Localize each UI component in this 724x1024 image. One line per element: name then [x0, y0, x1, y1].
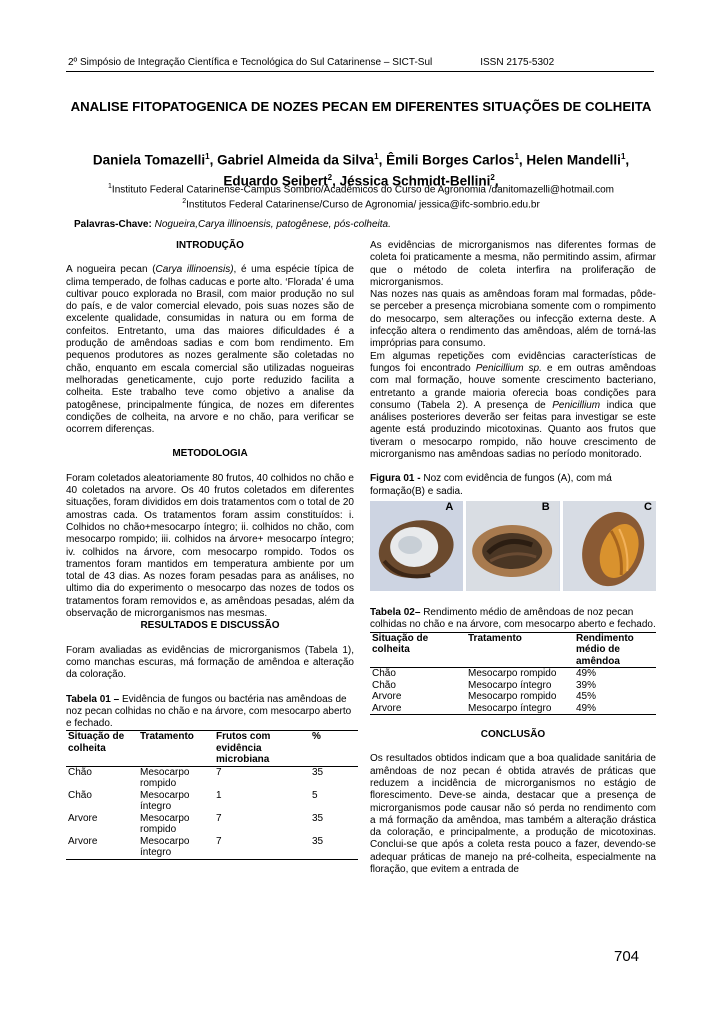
table-row: Arvore Mesocarpo rompido 45% [372, 691, 597, 703]
running-header [68, 57, 654, 68]
affiliations: $^1$Instituto Federal Catarinense-Campus Sombrio/Acadêmicos do Curso de Agronomia /danitomazelli@hotmail.com $^2$Institutos Federal Catarinense/Curso de Agronomia/ jessica@ifc-sombrio.edu.br [108, 183, 614, 211]
header-divider [66, 71, 654, 72]
healthy-nut-image [563, 501, 656, 591]
table-header: Situação de colheita [372, 632, 429, 656]
table-header: Tratamento [140, 731, 194, 743]
section-heading-methods: METODOLOGIA [172, 448, 248, 460]
author: Eduardo Seibert [223, 173, 328, 188]
author: Gabriel Almeida da Silva [217, 152, 375, 168]
nut-with-fungus-image [370, 501, 463, 591]
affiliation-1: Instituto Federal Catarinense-Campus Sombrio/Acadêmicos do Curso de Agronomia /danitomazelli@hotmail.com [111, 184, 614, 196]
table-row: Arvore Mesocarpo íntegro 49% [370, 703, 656, 715]
paper-title: ANALISE FITOPATOGENICA DE NOZES PECAN EM DIFERENTES SITUAÇÕES DE COLHEITA [70, 99, 652, 114]
discussion-paragraph: As evidências de microrganismos nas diferentes formas de coleta foi praticamente a mesma, não permitindo assim, afirmar que o método de coleta interfira na proliferação de microrganismos. [370, 240, 656, 288]
author-list: Daniela Tomazelli$^1$, Gabriel Almeida da Silva$^1$, Êmili Borges Carlos$^1$, Helen Mandelli$^1$, Eduardo Seibert$^2$, Jéssica Schmidt-Bellini$^2$, [92, 152, 630, 188]
table-header: Tratamento [468, 632, 522, 644]
nut-photo-b [466, 501, 559, 591]
figure-label-b: B [541, 500, 550, 513]
left-column [66, 240, 354, 860]
figure-1 [370, 501, 656, 591]
nut-photo-c [563, 501, 656, 591]
table-header: Situação de colheita [68, 731, 125, 754]
table-row: Chão Mesocarpo rompido 49% [372, 668, 597, 680]
table-row: Chão Mesocarpo íntegro 39% [372, 679, 597, 691]
section-heading-results: RESULTADOS E DISCUSSÃO [140, 620, 280, 632]
discussion-paragraph: Em algumas repetições com evidências características de fungos foi encontrado Penicillium sp. e em outras amêndoas com mal formação, houve somente crescimento bacteriano, entretanto a grande maioria oferecia boas condições para consumo (Tabela 2). A presença de Penicillium indica que análises posteriores deverão ser feitas para investigar se este agente está produzindo micotoxinas. Quanto aos frutos que tiveram o mesocarpo rompido, não houve crescimento de microrganismo nas amêndoas sadias no período monitorado. [370, 350, 657, 461]
table-row: Chão Mesocarpo íntegro 1 5 [68, 789, 318, 813]
event-name: 2º Simpósio de Integração Científica e Tecnológica do Sul Catarinense – SICT-Sul [68, 57, 433, 68]
table1-caption: Tabela 01 – Evidência de fungos ou bactéria nas amêndoas de noz pecan colhidas no chão e na árvore, com mesocarpo aberto e fechado. [66, 693, 352, 730]
author: Daniela Tomazelli [92, 152, 206, 168]
nut-photo-a [370, 501, 463, 591]
keywords-label: Palavras-Chave: [74, 219, 152, 230]
malformed-nut-image [466, 501, 559, 591]
methods-text: Foram coletados aleatoriamente 80 frutos, 40 colhidos no chão e 40 coletados na arvore. Os 40 frutos coletados em diferentes situações, foram divididos em dois tratamentos com o total de 20 amostras cada. Os tratamentos foram assim constituídos: i. Colhidos no chão+mesocarpo íntegro; ii. colhidos no chão, com mesocarpo rompido; iii. colhidos na árvore+ mesocarpo íntegro; iv. colhidos na árvore, com mesocarpo rompido. Todos os tramentos foram mantidos em temperatura ambiente por um total de 43 dias. As nozes foram pesadas para as análises, no ultimo dia do experimento o mesocarpo das nozes de todos os tratamentos foram removidos e, as amêndoas pesadas, além da observação de microrganismos nas mesmas. [66, 472, 354, 620]
table-header: % [312, 731, 321, 743]
keywords-value: Nogueira,Carya illinoensis, patogênese, pós-colheita. [154, 219, 391, 230]
figure1-caption: Figura 01 - Noz com evidência de fungos (A), com má formação(B) e sadia. [370, 473, 612, 497]
table-row: Chão Mesocarpo rompido 7 35 [68, 766, 324, 790]
author: Jéssica Schmidt-Bellini [339, 173, 491, 188]
introduction-text: A nogueira pecan (Carya illinoensis), é uma espécie típica de clima temperado, de folhas caducas e porte alto. ‘Florada’ é uma cultivar pouco explorada no Brasil, com maior produção no sul do país, e de valor comercial elevado, pois suas nozes são de excelente qualidade, consumidas in natura ou em forma de confeitos. Entretanto, uma das maiores dificuldades é a produção de amêndoas sadias e com bom rendimento. Em pequenos produtores as nozes geralmente são coletadas no chão, enquanto em escala comercial são utilizadas nogueiras melhoradas geneticamente, cujo porte reduzido facilita a colheita. Este trabalho teve como objetivo a analise da patogênese, principalmente fúngica, de nozes em diferentes condições de colheita, na arvore e no chão, para verificar se ocorrem diferenças. [66, 264, 354, 436]
issn: ISSN 2175-5302 [480, 57, 555, 68]
table-row: Arvore Mesocarpo íntegro 7 35 [66, 836, 358, 860]
table-header: Rendimento médio de amêndoa [576, 632, 634, 667]
table-2 [370, 632, 656, 716]
author: Êmili Borges Carlos [386, 152, 515, 168]
table-header: Frutos com evidência microbiana [216, 731, 271, 766]
right-column [370, 240, 656, 876]
page-number: 704 [614, 948, 640, 965]
section-heading-conclusion: CONCLUSÃO [480, 729, 546, 741]
author: Helen Mandelli [526, 152, 621, 168]
results-text: Foram avaliadas as evidências de microrganismos (Tabela 1), como manchas escuras, má formação de amêndoa e alteração da coloração. [66, 644, 354, 681]
table-row: Arvore Mesocarpo rompido 7 35 [68, 812, 324, 836]
table-1 [66, 730, 358, 860]
keywords [74, 219, 654, 230]
section-heading-introduction: INTRODUÇÃO [176, 240, 244, 251]
affiliation-2: Institutos Federal Catarinense/Curso de Agronomia/ jessica@ifc-sombrio.edu.br [186, 199, 540, 211]
figure-label-c: C [644, 500, 652, 513]
figure-label-a: A [445, 500, 454, 513]
table2-caption: Tabela 02– Rendimento médio de amêndoas de noz pecan colhidas no chão e na árvore, com mesocarpo aberto e fechado. [370, 606, 656, 631]
conclusion-text: Os resultados obtidos indicam que a boa qualidade sanitária de amêndoas de noz pecan é obtida através de práticas que reduzem a incidência de microrganismos no estágio de florescimento. Deve-se ainda, destacar que a presença de microrganismos pode causar não só perda no rendimento com a má formação da amêndoa, mas também a alteração drástica da coloração, e principalmente, a produção de micotoxinas. Conclui-se que após a coleta resta pouco a fazer, devendo-se adequar práticas de manejo na pré-colheita, especialmente na floração, que evitem a entrada de [370, 753, 656, 875]
discussion-paragraph: Nas nozes nas quais as amêndoas foram mal formadas, pôde-se perceber a presença microbiana somente com o rompimento do mesocarpo, sem alterações ou infecção externa deste. A infecção altera o rendimento das amêndoas, além de torná-las impróprias para consumo. [370, 289, 656, 350]
